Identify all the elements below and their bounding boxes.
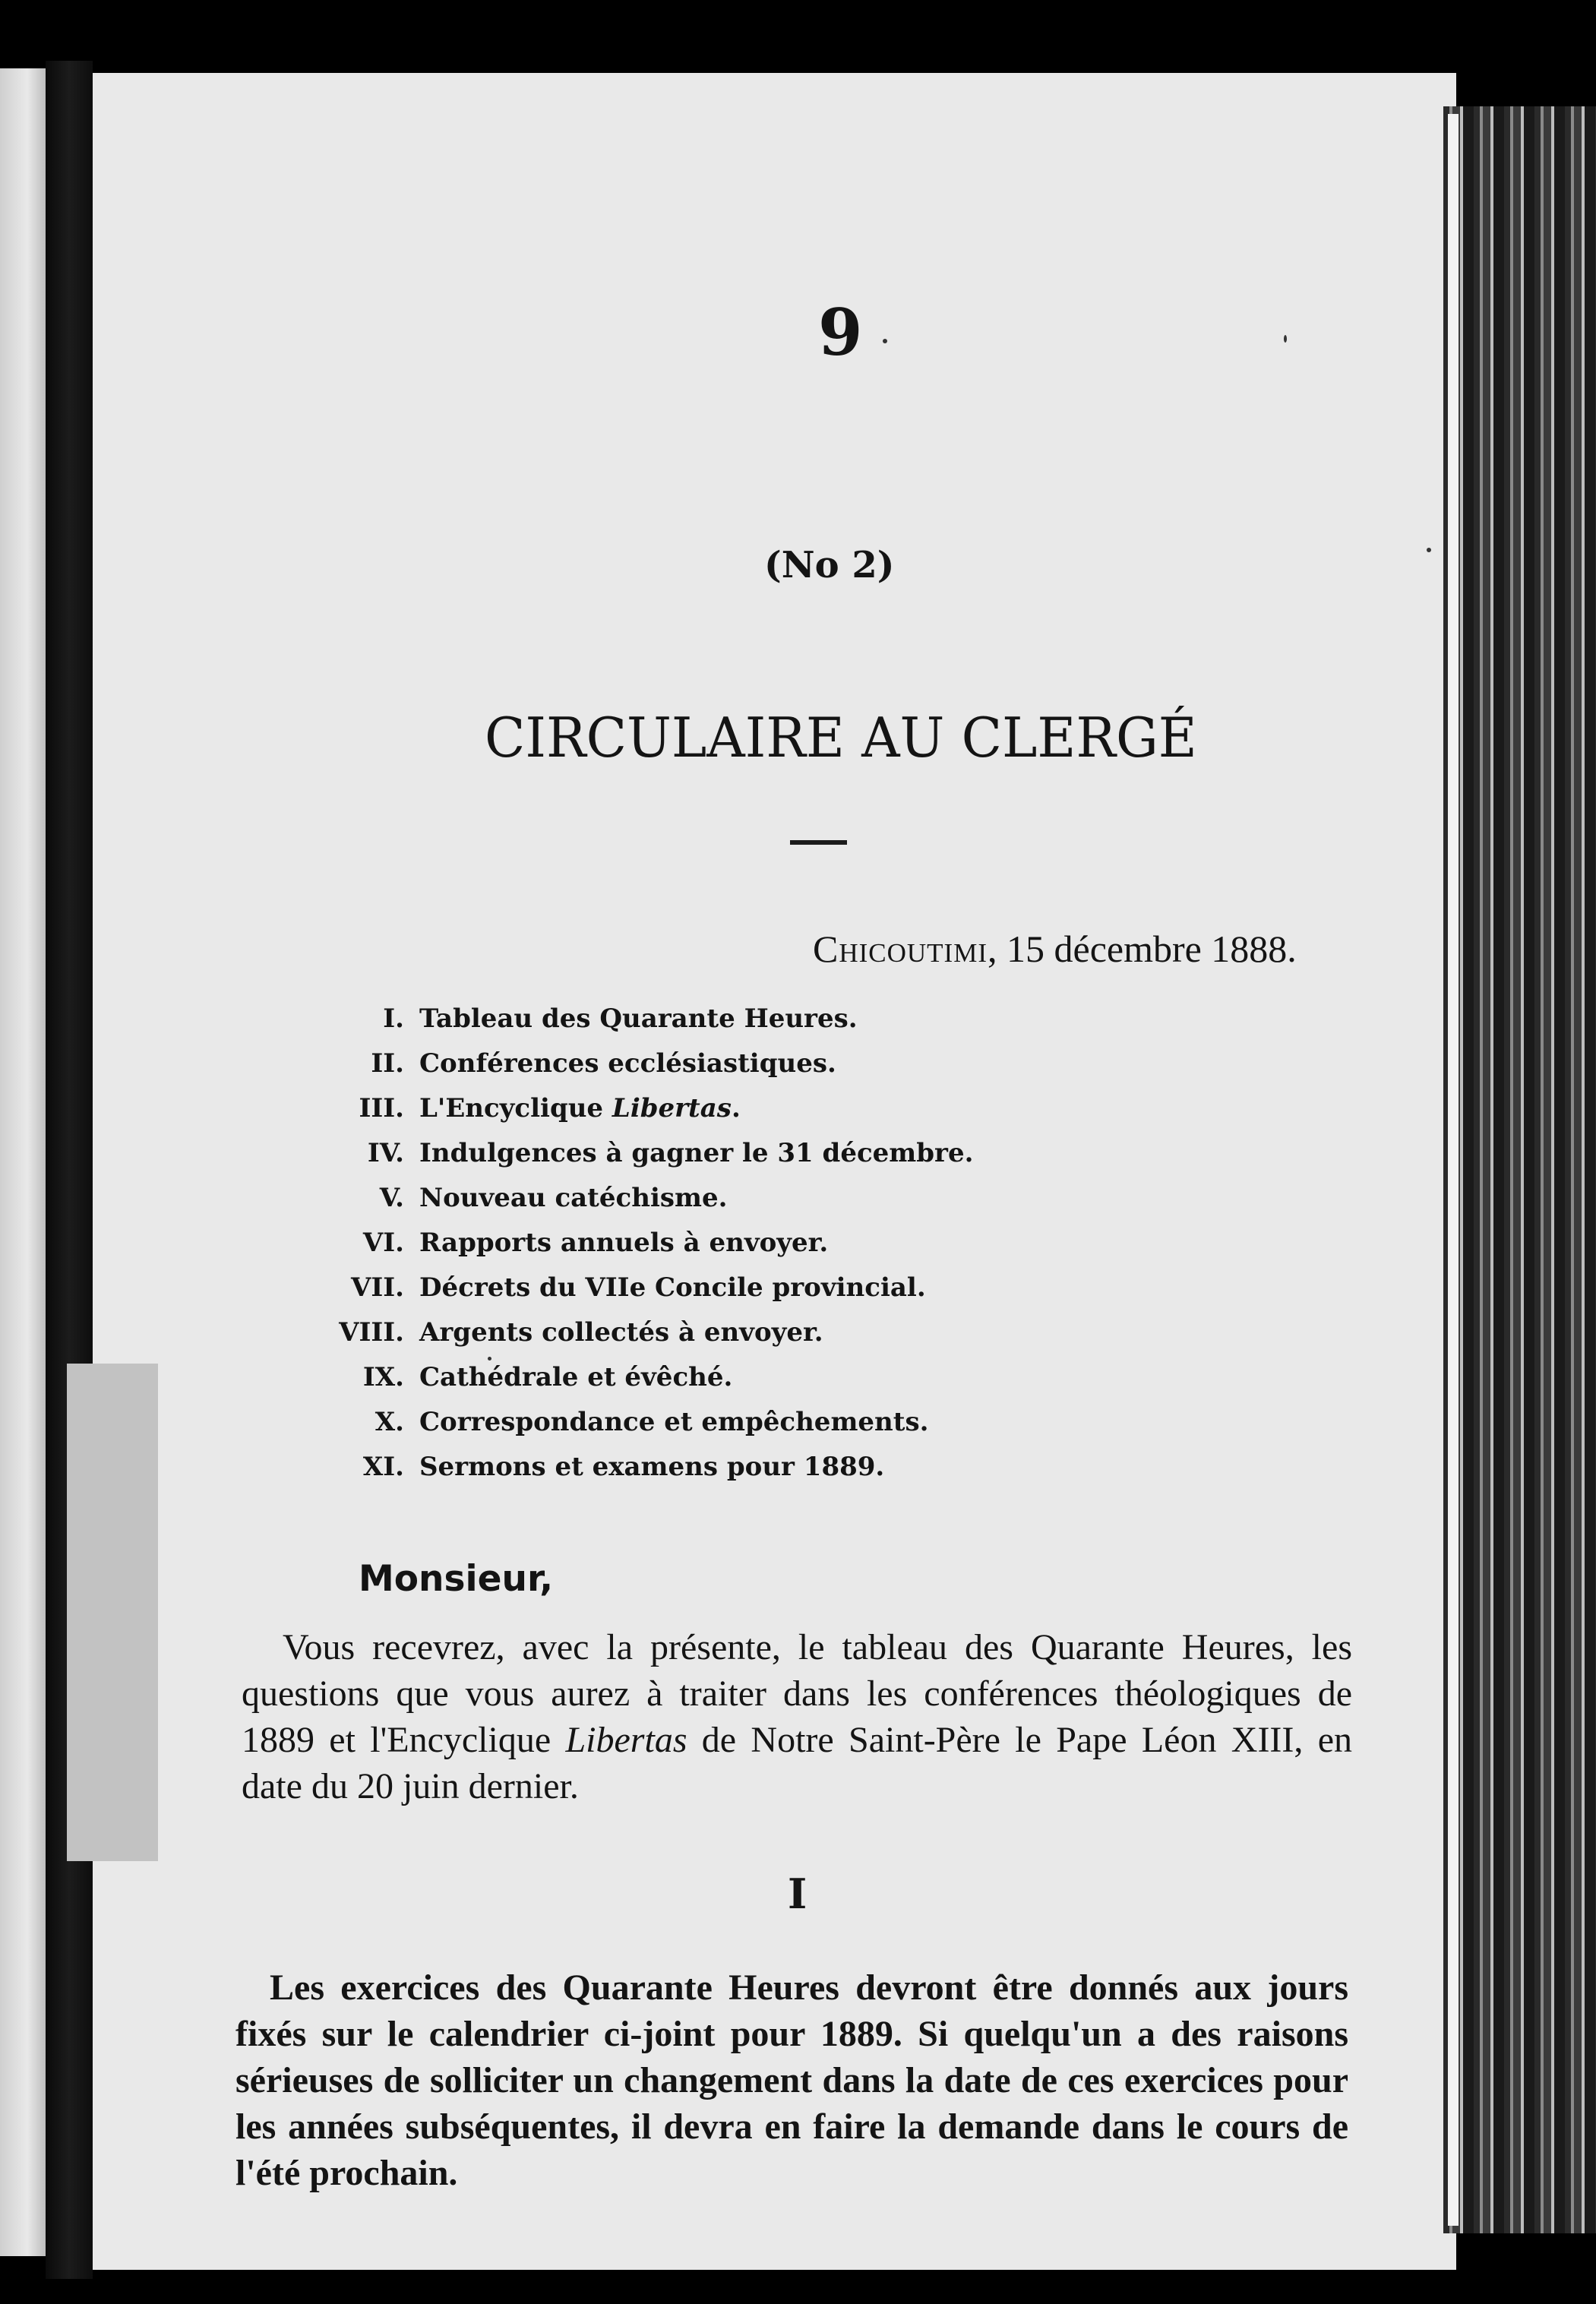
scan-speck xyxy=(1427,548,1431,552)
paragraph-text: Vous recevrez, avec la présente, le tableau des Quarante Heures, les questions que vous aurez à traiter dans les conférences théologiques de 1889 et l'Encyclique xyxy=(242,1627,1352,1760)
toc-number: II. xyxy=(371,1048,404,1079)
toc-item xyxy=(283,1452,966,1496)
toc-number: IX. xyxy=(362,1362,404,1392)
toc-item xyxy=(283,1138,974,1183)
paragraph-text: de Notre Saint-Père le Pape Léon XIII, en date du 20 juin dernier. xyxy=(242,1720,1353,1806)
toc-text: Indulgences à gagner le 31 décembre. xyxy=(419,1138,974,1168)
toc-text xyxy=(419,1093,741,1124)
toc-number: VIII. xyxy=(339,1317,404,1348)
paragraph-intro xyxy=(242,1624,1352,1809)
toc-item xyxy=(283,1228,966,1272)
toc-number: X. xyxy=(375,1407,404,1437)
page-stack-edges xyxy=(1443,106,1596,2233)
toc-item xyxy=(283,1317,966,1362)
section-number: I xyxy=(788,1869,807,1918)
page-edge-highlight xyxy=(1448,114,1459,2226)
toc-text-part: . xyxy=(731,1093,741,1124)
toc-text: Nouveau catéchisme. xyxy=(419,1183,728,1213)
scan-speck xyxy=(883,339,887,343)
toc-number: VII. xyxy=(350,1272,404,1303)
toc-item xyxy=(283,1003,966,1048)
toc-text: Sermons et examens pour 1889. xyxy=(419,1452,885,1482)
toc-number: XI. xyxy=(362,1452,404,1482)
toc-text: Rapports annuels à envoyer. xyxy=(419,1228,829,1258)
previous-page-edge xyxy=(0,68,46,2256)
place-date xyxy=(813,927,1297,971)
scan-speck xyxy=(1284,335,1287,343)
toc-text: Conférences ecclésiastiques. xyxy=(419,1048,836,1079)
toc-item xyxy=(283,1093,966,1138)
letter-date: , 15 décembre 1888. xyxy=(988,928,1297,970)
toc-item xyxy=(283,1183,966,1228)
toc-text: Décrets du VIIe Concile provincial. xyxy=(419,1272,926,1303)
place-name: Chicoutimi xyxy=(813,928,988,970)
toc-text: Tableau des Quarante Heures. xyxy=(419,1003,858,1034)
toc-number: IV. xyxy=(367,1138,404,1168)
title-rule xyxy=(790,840,847,845)
table-of-contents xyxy=(283,1003,974,1496)
toc-item xyxy=(283,1362,966,1407)
paragraph-section-one: Les exercices des Quarante Heures devront être donnés aux jours fixés sur le calendrier ci-joint pour 1889. Si quelqu'un a des raisons sérieuses de solliciter un changement dans la date de ces exercices pour les années subséquentes, il devra en faire la demande dans le cours de l'été prochain. xyxy=(235,1967,1348,2193)
toc-item xyxy=(283,1407,966,1452)
toc-number: III. xyxy=(359,1093,404,1124)
toc-number: VI. xyxy=(362,1228,404,1258)
toc-item xyxy=(283,1048,966,1093)
toc-item xyxy=(283,1272,966,1317)
scanned-page xyxy=(93,73,1456,2270)
salutation: Monsieur, xyxy=(359,1558,554,1600)
book-spine xyxy=(46,61,93,2279)
toc-text-part: L'Encyclique xyxy=(419,1093,612,1124)
toc-number: V. xyxy=(379,1183,404,1213)
encyclical-title: Libertas xyxy=(612,1093,732,1124)
issue-number: (No 2) xyxy=(764,544,895,586)
toc-text: Argents collectés à envoyer. xyxy=(419,1317,823,1348)
toc-text: Cathédrale et évêché. xyxy=(419,1362,733,1392)
scan-speck xyxy=(488,1357,491,1361)
page-title: CIRCULAIRE AU CLERGÉ xyxy=(485,706,1197,770)
page-number: 9 xyxy=(818,295,863,370)
encyclical-title: Libertas xyxy=(565,1720,687,1760)
toc-number: I. xyxy=(383,1003,404,1034)
toc-text: Correspondance et empêchements. xyxy=(419,1407,929,1437)
scan-shadow xyxy=(67,1364,158,1861)
